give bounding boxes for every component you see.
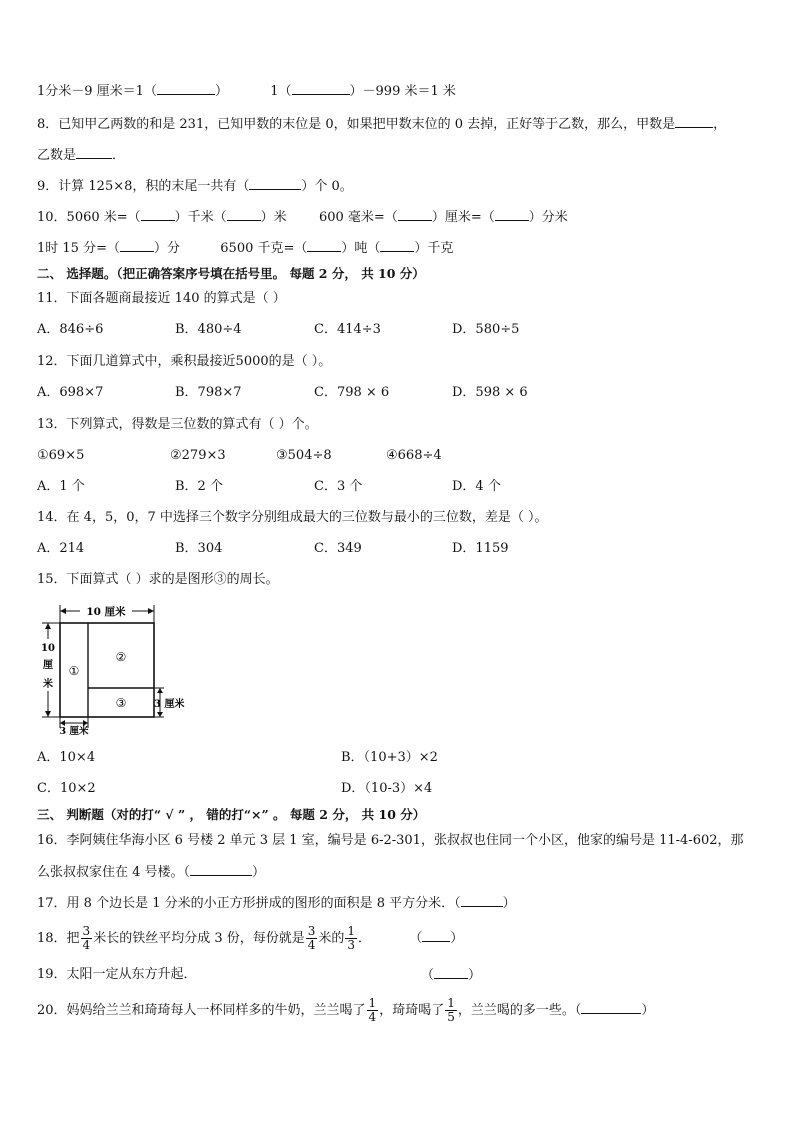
fraction-3-4 xyxy=(306,925,318,952)
q13-option-d[interactable]: D．4 个 xyxy=(452,479,501,494)
answer-blank[interactable] xyxy=(141,208,175,221)
q8-text-end: ， xyxy=(713,117,727,132)
answer-blank[interactable] xyxy=(675,115,713,128)
q10-text-b: 600 毫米=（ xyxy=(318,210,398,225)
q18-paren: （ xyxy=(409,931,423,946)
answer-blank[interactable] xyxy=(495,208,529,221)
q9-text-end: ）个 0。 xyxy=(301,179,353,194)
q14-option-b[interactable]: B．304 xyxy=(175,541,223,556)
q19-paren: （ xyxy=(421,968,435,983)
q18-text-d: ． xyxy=(358,931,372,946)
answer-blank[interactable] xyxy=(422,929,450,942)
answer-blank[interactable] xyxy=(76,146,112,159)
question-18 xyxy=(37,922,463,956)
question-8-line1 xyxy=(37,115,726,134)
q14-option-d[interactable]: D．1159 xyxy=(452,541,509,556)
answer-blank[interactable] xyxy=(190,863,252,876)
q8-text-2: 乙数是 xyxy=(37,148,77,163)
q20-text-end: ） xyxy=(641,1003,655,1018)
denominator: 4 xyxy=(82,938,91,952)
q10-text-c: 1时 15 分=（ xyxy=(37,241,120,256)
denominator: 4 xyxy=(307,938,316,952)
left-label-unit1: 厘 xyxy=(43,660,53,671)
q19-text: 19．太阳一定从东方升起． xyxy=(37,967,197,982)
q10-text-b2: ）厘米=（ xyxy=(431,210,495,225)
question-20 xyxy=(37,994,654,1028)
q16-text-2-end: ） xyxy=(252,865,266,880)
numerator: 1 xyxy=(447,996,455,1010)
numerator: 3 xyxy=(307,924,316,938)
q12-option-c[interactable]: C．798 × 6 xyxy=(314,385,390,400)
q13-option-b[interactable]: B．2 个 xyxy=(175,479,223,494)
region-3-label: ③ xyxy=(115,696,127,710)
arrow-up-icon xyxy=(157,688,163,693)
question-10-line1 xyxy=(37,208,568,227)
answer-blank[interactable] xyxy=(461,894,503,907)
q14-option-c[interactable]: C．349 xyxy=(314,541,362,556)
q10-text-d: 6500 千克=（ xyxy=(220,241,308,256)
answer-blank[interactable] xyxy=(157,82,215,95)
q18-text-a: 18．把 xyxy=(37,931,80,946)
q8-text-2-end: ． xyxy=(112,148,126,163)
q10-text-a3: ）米 xyxy=(260,210,287,225)
perimeter-figure xyxy=(38,601,188,735)
q15-option-c[interactable]: C．10×2 xyxy=(37,781,96,796)
arrow-right-icon xyxy=(148,608,154,614)
arrow-up-icon xyxy=(45,623,51,629)
q14-option-a[interactable]: A．214 xyxy=(37,541,85,556)
right-label: 3 厘米 xyxy=(154,699,185,710)
q10-text-d2: ）吨（ xyxy=(341,241,381,256)
q15-option-b[interactable]: B．（10+3）×2 xyxy=(341,750,438,765)
left-label-num: 10 xyxy=(41,643,55,654)
question-12-stem: 12．下面几道算式中，乘积最接近5000的是（ ）。 xyxy=(37,354,332,369)
q17-text: 17．用 8 个边长是 1 分米的小正方形拼成的图形的面积是 8 平方分米．（ xyxy=(37,896,461,911)
q7-text-a-end: ） xyxy=(214,84,228,99)
q10-text-a2: ）千米（ xyxy=(174,210,227,225)
numerator: 3 xyxy=(82,924,91,938)
fraction-1-4 xyxy=(367,997,379,1024)
q7-text-a: 1分米－9 厘米＝1（ xyxy=(37,84,157,99)
q18-paren-end: ） xyxy=(450,931,464,946)
answer-blank[interactable] xyxy=(434,966,468,979)
q15-option-d[interactable]: D．（10-3）×4 xyxy=(341,781,433,796)
bottom-label: 3 厘米 xyxy=(59,726,89,735)
q12-option-a[interactable]: A．698×7 xyxy=(37,385,104,400)
question-16-line1: 16．李阿姨住华海小区 6 号楼 2 单元 3 层 1 室，编号是 6-2-301，张叔叔也住同一个小区，他家的编号是 11-4-602，那 xyxy=(37,833,744,848)
question-16-line2 xyxy=(37,863,265,882)
q13-item-1: ①69×5 xyxy=(37,448,85,463)
q13-option-a[interactable]: A．1 个 xyxy=(37,479,85,494)
fraction-3-4 xyxy=(81,925,93,952)
answer-blank[interactable] xyxy=(307,239,341,252)
q17-text-end: ） xyxy=(502,896,516,911)
region-1-label: ① xyxy=(68,664,80,678)
q12-option-d[interactable]: D．598 × 6 xyxy=(452,385,528,400)
q18-text-b: 米长的铁丝平均分成 3 份，每份就是 xyxy=(93,931,305,946)
q7-text-b: 1（ xyxy=(270,84,292,99)
numerator: 1 xyxy=(368,996,377,1010)
arrow-down-icon xyxy=(157,712,163,717)
q13-item-2: ②279×3 xyxy=(170,448,226,463)
q18-text-c: 米的 xyxy=(318,931,345,946)
q20-text-c: ，兰兰喝的多一些。（ xyxy=(457,1003,582,1018)
q11-option-c[interactable]: C．414÷3 xyxy=(314,322,381,337)
question-7-line xyxy=(37,82,456,101)
q11-option-a[interactable]: A．846÷6 xyxy=(37,322,104,337)
denominator: 4 xyxy=(368,1010,377,1024)
question-9 xyxy=(37,177,353,196)
q15-option-a[interactable]: A．10×4 xyxy=(37,750,96,765)
answer-blank[interactable] xyxy=(398,208,432,221)
q8-text: 8．已知甲乙两数的和是 231，已知甲数的末位是 0，如果把甲数末位的 0 去掉，正好等于乙数，那么，甲数是 xyxy=(37,117,676,132)
answer-blank[interactable] xyxy=(249,177,301,190)
q11-option-b[interactable]: B．480÷4 xyxy=(175,322,242,337)
q13-item-4: ④668÷4 xyxy=(386,448,442,463)
arrow-left-icon xyxy=(60,608,66,614)
arrow-down-icon xyxy=(45,711,51,717)
section-2-heading: 二、 选择题。（把正确答案序号填在括号里。 每题 2 分， 共 10 分） xyxy=(37,266,425,281)
question-17 xyxy=(37,894,516,913)
q13-option-c[interactable]: C．3 个 xyxy=(314,479,363,494)
question-8-line2 xyxy=(37,146,125,165)
denominator: 3 xyxy=(347,938,356,952)
fraction-1-3 xyxy=(345,925,357,952)
answer-blank[interactable] xyxy=(227,208,261,221)
denominator: 5 xyxy=(447,1010,455,1024)
answer-blank[interactable] xyxy=(581,1001,641,1014)
left-label-unit2: 米 xyxy=(43,679,53,690)
fraction-1-5 xyxy=(445,997,457,1024)
q12-option-b[interactable]: B．798×7 xyxy=(175,385,242,400)
q10-text-c2: ）分 xyxy=(153,241,180,256)
q10-text-b3: ）分米 xyxy=(528,210,568,225)
answer-blank[interactable] xyxy=(292,82,350,95)
q10-text-a: 10．5060 米=（ xyxy=(37,210,141,225)
question-10-line2 xyxy=(37,239,453,258)
numerator: 1 xyxy=(347,924,356,938)
answer-blank[interactable] xyxy=(380,239,414,252)
question-13-stem: 13．下列算式，得数是三位数的算式有（ ）个。 xyxy=(37,417,318,432)
q20-text-a: 20．妈妈给兰兰和琦琦每人一杯同样多的牛奶，兰兰喝了 xyxy=(37,1003,366,1018)
region-2-label: ② xyxy=(115,650,127,664)
top-label: 10 厘米 xyxy=(86,606,126,618)
question-14-stem: 14．在 4，5，0，7 中选择三个数字分别组成最大的三位数与最小的三位数，差是（ ）。 xyxy=(37,510,548,525)
q16-text-2: 么张叔叔家住在 4 号楼。（ xyxy=(37,865,191,880)
q13-item-3: ③504÷8 xyxy=(276,448,332,463)
question-19 xyxy=(37,966,197,984)
q19-paren-end: ） xyxy=(468,968,482,983)
q10-text-d3: ）千克 xyxy=(414,241,454,256)
q7-text-b-end: ）－999 米＝1 米 xyxy=(349,84,456,99)
section-3-heading: 三、 判断题（对的打“ √ ” ， 错的打“×” 。 每题 2 分， 共 10 分） xyxy=(37,807,426,822)
question-15-stem: 15．下面算式（ ）求的是图形③的周长。 xyxy=(37,572,279,587)
answer-blank[interactable] xyxy=(120,239,154,252)
question-11-stem: 11．下面各题商最接近 140 的算式是（ ） xyxy=(37,291,286,306)
q20-text-b: ，琦琦喝了 xyxy=(379,1003,445,1018)
q11-option-d[interactable]: D．580÷5 xyxy=(452,322,520,337)
q9-text: 9．计算 125×8，积的末尾一共有（ xyxy=(37,179,250,194)
q19-answer xyxy=(421,966,481,985)
